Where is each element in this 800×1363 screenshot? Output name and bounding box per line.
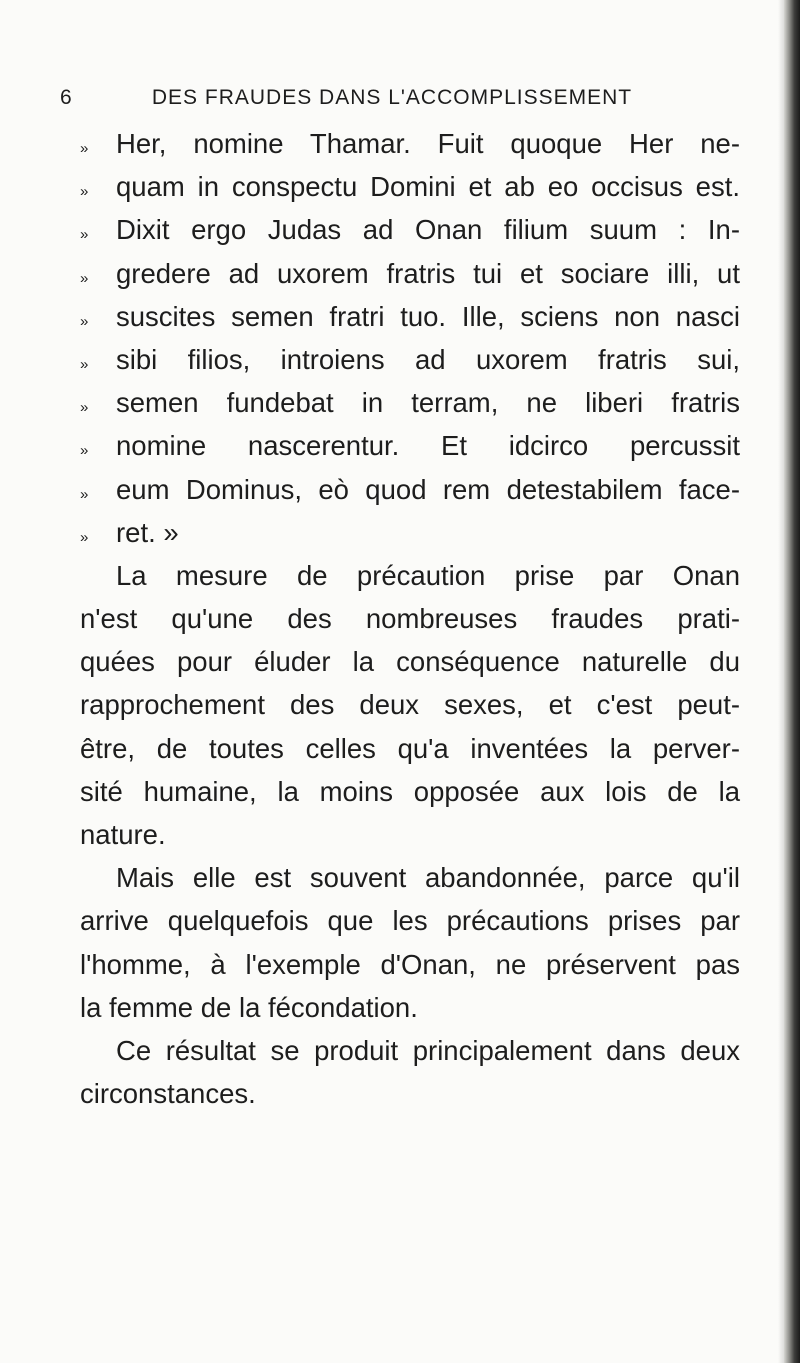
paragraph-text: La mesure de précaution prise par Onan xyxy=(116,559,740,591)
paragraph-text: l'homme, à l'exemple d'Onan, ne préservent pas xyxy=(80,948,740,980)
paragraph-line xyxy=(80,683,740,726)
paragraph-text: rapprochement des deux sexes, et c'est peut- xyxy=(80,689,740,721)
quote-line xyxy=(80,338,740,381)
paragraph-text: arrive quelquefois que les précautions prises par xyxy=(80,905,740,937)
paragraph-line xyxy=(80,986,740,1029)
guillemet-mark: » xyxy=(80,399,89,417)
quote-line xyxy=(80,468,740,511)
quote-text: semen fundebat in terram, ne liberi fratris xyxy=(116,387,740,419)
quote-text: Dixit ergo Judas ad Onan filium suum : In- xyxy=(116,214,740,246)
quote-line xyxy=(80,381,740,424)
page-number: 6 xyxy=(60,86,73,109)
paragraph-line xyxy=(80,770,740,813)
paragraph-line xyxy=(80,554,740,597)
quote-text: eum Dominus, eò quod rem detestabilem face- xyxy=(116,473,740,505)
quote-line xyxy=(80,511,740,554)
paragraph-line xyxy=(80,943,740,986)
book-spine-edge xyxy=(784,0,800,1363)
quote-line xyxy=(80,122,740,165)
running-title: DES FRAUDES DANS L'ACCOMPLISSEMENT xyxy=(151,86,633,109)
guillemet-mark: » xyxy=(80,269,89,287)
paragraph-text: sité humaine, la moins opposée aux lois de la xyxy=(80,775,740,807)
paragraph-text: Mais elle est souvent abandonnée, parce qu'il xyxy=(116,862,740,894)
guillemet-mark: » xyxy=(80,485,89,503)
body-text xyxy=(80,122,740,1115)
guillemet-mark: » xyxy=(80,226,89,244)
paragraph-text: n'est qu'une des nombreuses fraudes prati- xyxy=(80,603,740,635)
guillemet-mark: » xyxy=(80,312,89,330)
quote-text: Her, nomine Thamar. Fuit quoque Her ne- xyxy=(116,128,740,159)
guillemet-mark: » xyxy=(80,442,89,460)
paragraph-text: nature. xyxy=(80,819,166,850)
quote-line xyxy=(80,424,740,467)
quote-line xyxy=(80,295,740,338)
guillemet-mark: » xyxy=(80,355,89,373)
quote-text: quam in conspectu Domini et ab eo occisus est. xyxy=(116,171,740,203)
paragraph-line xyxy=(80,813,740,856)
quote-text: suscites semen fratri tuo. Ille, sciens non nasci xyxy=(116,300,740,332)
guillemet-mark: » xyxy=(80,183,89,201)
paragraph-text: circonstances. xyxy=(80,1078,256,1110)
paragraph-text: être, de toutes celles qu'a inventées la perver- xyxy=(80,732,740,764)
paragraph-line xyxy=(80,899,740,942)
quote-line xyxy=(80,252,740,295)
paragraph-line xyxy=(80,727,740,770)
paragraph-text: la femme de la fécondation. xyxy=(80,991,418,1023)
quote-text: ret. » xyxy=(116,516,179,548)
guillemet-mark: » xyxy=(80,528,89,546)
quote-text: gredere ad uxorem fratris tui et sociare illi, ut xyxy=(116,257,740,289)
paragraph-line xyxy=(80,1029,740,1072)
quote-text: nomine nascerentur. Et idcirco percussit xyxy=(116,430,740,462)
paragraph-line xyxy=(80,597,740,640)
running-head xyxy=(60,86,740,118)
quote-line xyxy=(80,208,740,251)
quote-line xyxy=(80,165,740,208)
paragraph-line xyxy=(80,1072,740,1115)
paragraph-line xyxy=(80,856,740,899)
paragraph-line xyxy=(80,640,740,683)
quote-text: sibi filios, introiens ad uxorem fratris sui, xyxy=(116,343,740,375)
guillemet-mark: » xyxy=(80,140,89,157)
paragraph-text: Ce résultat se produit principalement dans deux xyxy=(116,1034,740,1066)
paragraph-text: quées pour éluder la conséquence naturelle du xyxy=(80,646,740,678)
